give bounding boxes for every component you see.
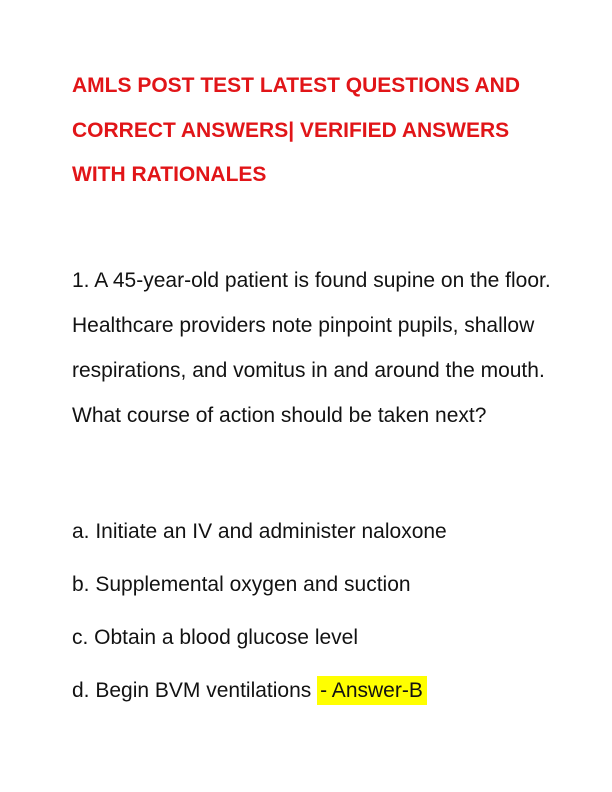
- answer-options: [72, 505, 447, 717]
- title-line-2: CORRECT ANSWERS| VERIFIED ANSWERS: [72, 118, 510, 142]
- question-line-4: What course of action should be taken next?: [72, 404, 487, 427]
- answer-highlight: - Answer-B: [317, 676, 427, 705]
- question-text: [72, 258, 551, 438]
- answer-option-b-text: b. Supplemental oxygen and suction: [72, 573, 411, 596]
- title-line-1: AMLS POST TEST LATEST QUESTIONS AND: [72, 74, 521, 97]
- answer-option-c-text: c. Obtain a blood glucose level: [72, 626, 359, 649]
- answer-option-a: [72, 505, 447, 558]
- question-line-1: 1. A 45-year-old patient is found supine on the floor.: [72, 269, 551, 292]
- answer-option-c: [72, 611, 447, 664]
- answer-option-d-text: d. Begin BVM ventilations: [72, 679, 318, 702]
- answer-option-d: [72, 664, 447, 717]
- question-line-2: Healthcare providers note pinpoint pupils, shallow: [72, 314, 535, 337]
- title-line-3: WITH RATIONALES: [72, 163, 267, 186]
- document-title: [72, 64, 520, 198]
- answer-option-a-text: a. Initiate an IV and administer naloxone: [72, 520, 447, 543]
- answer-option-b: [72, 558, 447, 611]
- question-line-3: respirations, and vomitus in and around the mouth.: [72, 359, 545, 382]
